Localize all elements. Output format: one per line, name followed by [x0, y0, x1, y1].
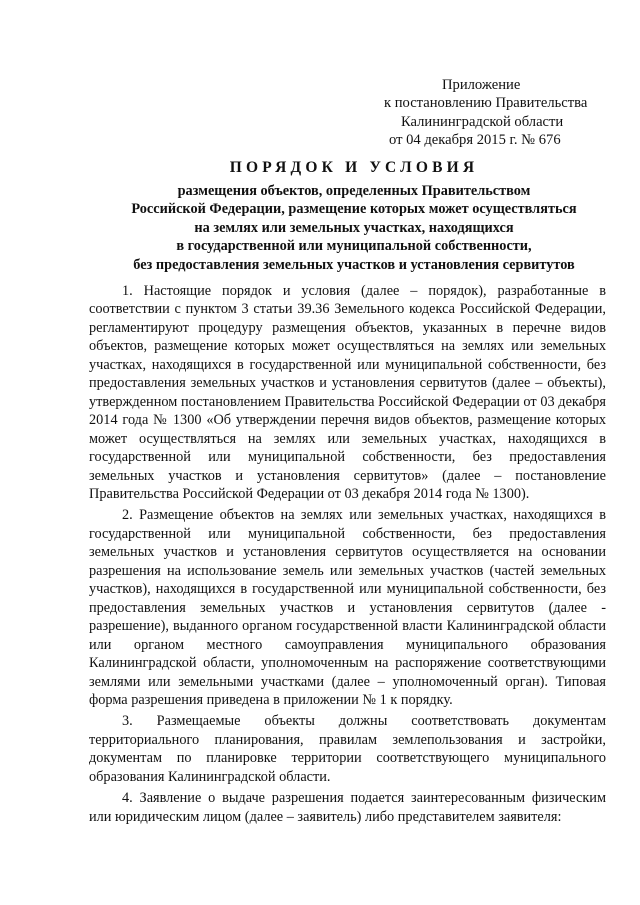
document-heading — [88, 158, 620, 274]
paragraph-2: 2. Размещение объектов на землях или земельных участках, находящихся в государственной или муниципальной собственности, без предоставления земельных участков и установления сервитутов осуществляется на основании разрешения на использование земель или земельных участков (частей земельных участков), находящихся в государственной или муниципальной собственности, без предоставления земельных участков и установления сервитутов (далее - разрешение), выданного органом государственной власти Калининградской области или органом местного самоуправления муниципального образования Калининградской области, уполномоченным на распоряжение соответствующими землями или земельными участками (далее – уполномоченный орган). Типовая форма разрешения приведена в приложении № 1 к порядку. — [89, 507, 606, 708]
heading-line: в государственной или муниципальной собственности, — [176, 238, 532, 255]
heading-line: Российской Федерации, размещение которых может осуществляться — [131, 201, 577, 218]
heading-line: на землях или земельных участках, находящихся — [194, 219, 514, 236]
appendix-decree-ref: к постановлению Правительства — [384, 95, 588, 112]
document-title: ПОРЯДОК И УСЛОВИЯ — [229, 159, 479, 176]
paragraph-1: 1. Настоящие порядок и условия (далее – порядок), разработанные в соответствии с пунктом 3 статьи 39.36 Земельного кодекса Российской Федерации, регламентируют процедуру размещения объектов, указанных в перечне видов объектов, размещение которых может осуществляться на землях или земельных участках, находящихся в государственной или муниципальной собственности, без предоставления земельных участков и установления сервитутов (далее – объекты), утвержденном постановлением Правительства Российской Федерации от 03 декабря 2014 года № 1300 «Об утверждении перечня видов объектов, размещение которых может осуществляться на землях или земельных участках, находящихся в государственной или муниципальной собственности, без предоставления земельных участков и установления сервитутов» (далее – постановление Правительства Российской Федерации от 03 декабря 2014 года № 1300). — [89, 283, 606, 502]
heading-line: без предоставления земельных участков и установления сервитутов — [133, 256, 575, 273]
heading-line: размещения объектов, определенных Правительством — [177, 183, 531, 199]
appendix-block — [384, 76, 624, 149]
appendix-region: Калининградской области — [401, 113, 564, 130]
document-body — [89, 282, 606, 829]
paragraph-3: 3. Размещаемые объекты должны соответствовать документам территориального планирования, правилам землепользования и застройки, документам по планировке территории соответствующего муниципального образования Калининградской области. — [89, 713, 606, 785]
appendix-date-number: от 04 декабря 2015 г. № 676 — [389, 131, 561, 148]
appendix-label: Приложение — [442, 77, 521, 93]
paragraph-4: 4. Заявление о выдаче разрешения подается заинтересованным физическим или юридическим лицом (далее – заявитель) либо представителем заявителя: — [89, 790, 606, 825]
